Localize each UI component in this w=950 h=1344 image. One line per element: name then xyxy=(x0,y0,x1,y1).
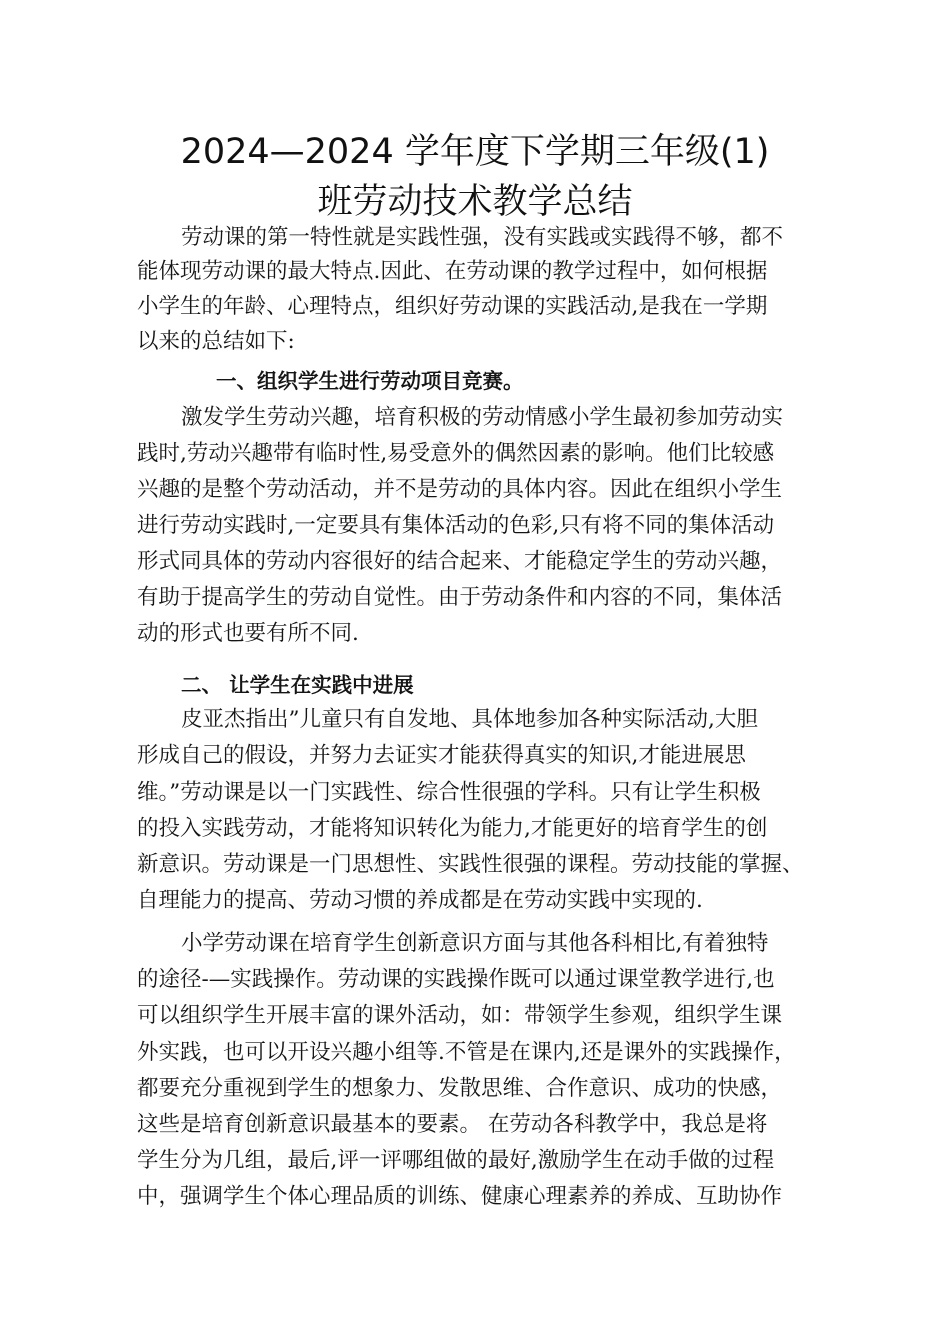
section-heading-2: 二、 让学生在实践中进展 xyxy=(181,673,414,697)
paragraph-line: 小学生的年龄、心理特点，组织好劳动课的实践活动,是我在一学期 xyxy=(137,294,768,319)
title-line-2: 班劳动技术教学总结 xyxy=(317,182,633,222)
paragraph-line: 能体现劳动课的最大特点.因此、在劳动课的教学过程中，如何根据 xyxy=(137,259,768,284)
paragraph-line: 学生分为几组，最后,评一评哪组做的最好,激励学生在动手做的过程 xyxy=(137,1148,775,1173)
title-line-1: 2024—2024 学年度下学期三年级(1) xyxy=(180,132,770,172)
paragraph-line: 践时,劳动兴趣带有临时性,易受意外的偶然因素的影响。他们比较感 xyxy=(137,441,775,466)
paragraph-line: 劳动课的第一特性就是实践性强，没有实践或实践得不够，都不 xyxy=(181,225,784,250)
paragraph-line: 进行劳动实践时,一定要具有集体活动的色彩,只有将不同的集体活动 xyxy=(137,513,775,538)
section-heading-1: 一、组织学生进行劳动项目竞赛。 xyxy=(216,369,524,393)
paragraph-line: 自理能力的提高、劳动习惯的养成都是在劳动实践中实现的. xyxy=(137,888,703,913)
paragraph-line: 外实践，也可以开设兴趣小组等.不管是在课内,还是课外的实践操作， xyxy=(137,1040,796,1065)
paragraph-line: 激发学生劳动兴趣，培育积极的劳动情感小学生最初参加劳动实 xyxy=(181,405,784,430)
paragraph-line: 的投入实践劳动，才能将知识转化为能力,才能更好的培育学生的创 xyxy=(137,816,768,841)
paragraph-line: 有助于提高学生的劳动自觉性。由于劳动条件和内容的不同，集体活 xyxy=(137,585,783,610)
paragraph-line: 兴趣的是整个劳动活动，并不是劳动的具体内容。因此在组织小学生 xyxy=(137,477,783,502)
paragraph-line: 维。”劳动课是以一门实践性、综合性很强的学科。只有让学生积极 xyxy=(137,780,761,805)
paragraph-line: 动的形式也要有所不同. xyxy=(137,621,359,646)
paragraph-line: 以来的总结如下: xyxy=(137,329,295,354)
paragraph-line: 这些是培育创新意识最基本的要素。 在劳动各科教学中，我总是将 xyxy=(137,1112,768,1137)
paragraph-line: 都要充分重视到学生的想象力、发散思维、合作意识、成功的快感， xyxy=(137,1076,783,1101)
paragraph-line: 皮亚杰指出”儿童只有自发地、具体地参加各种实际活动,大胆 xyxy=(181,707,758,732)
paragraph-line: 形式同具体的劳动内容很好的结合起来、才能稳定学生的劳动兴趣， xyxy=(137,549,783,574)
paragraph-line: 中，强调学生个体心理品质的训练、健康心理素养的养成、互助协作 xyxy=(137,1184,783,1209)
paragraph-line: 可以组织学生开展丰富的课外活动，如：带领学生参观，组织学生课 xyxy=(137,1003,783,1028)
paragraph-line: 新意识。劳动课是一门思想性、实践性很强的课程。劳动技能的掌握、 xyxy=(137,852,804,877)
paragraph-line: 小学劳动课在培育学生创新意识方面与其他各科相比,有着独特 xyxy=(181,931,769,956)
paragraph-line: 的途径-—实践操作。劳动课的实践操作既可以通过课堂教学进行,也 xyxy=(137,967,775,992)
paragraph-line: 形成自己的假设，并努力去证实才能获得真实的知识,才能进展思 xyxy=(137,743,746,768)
